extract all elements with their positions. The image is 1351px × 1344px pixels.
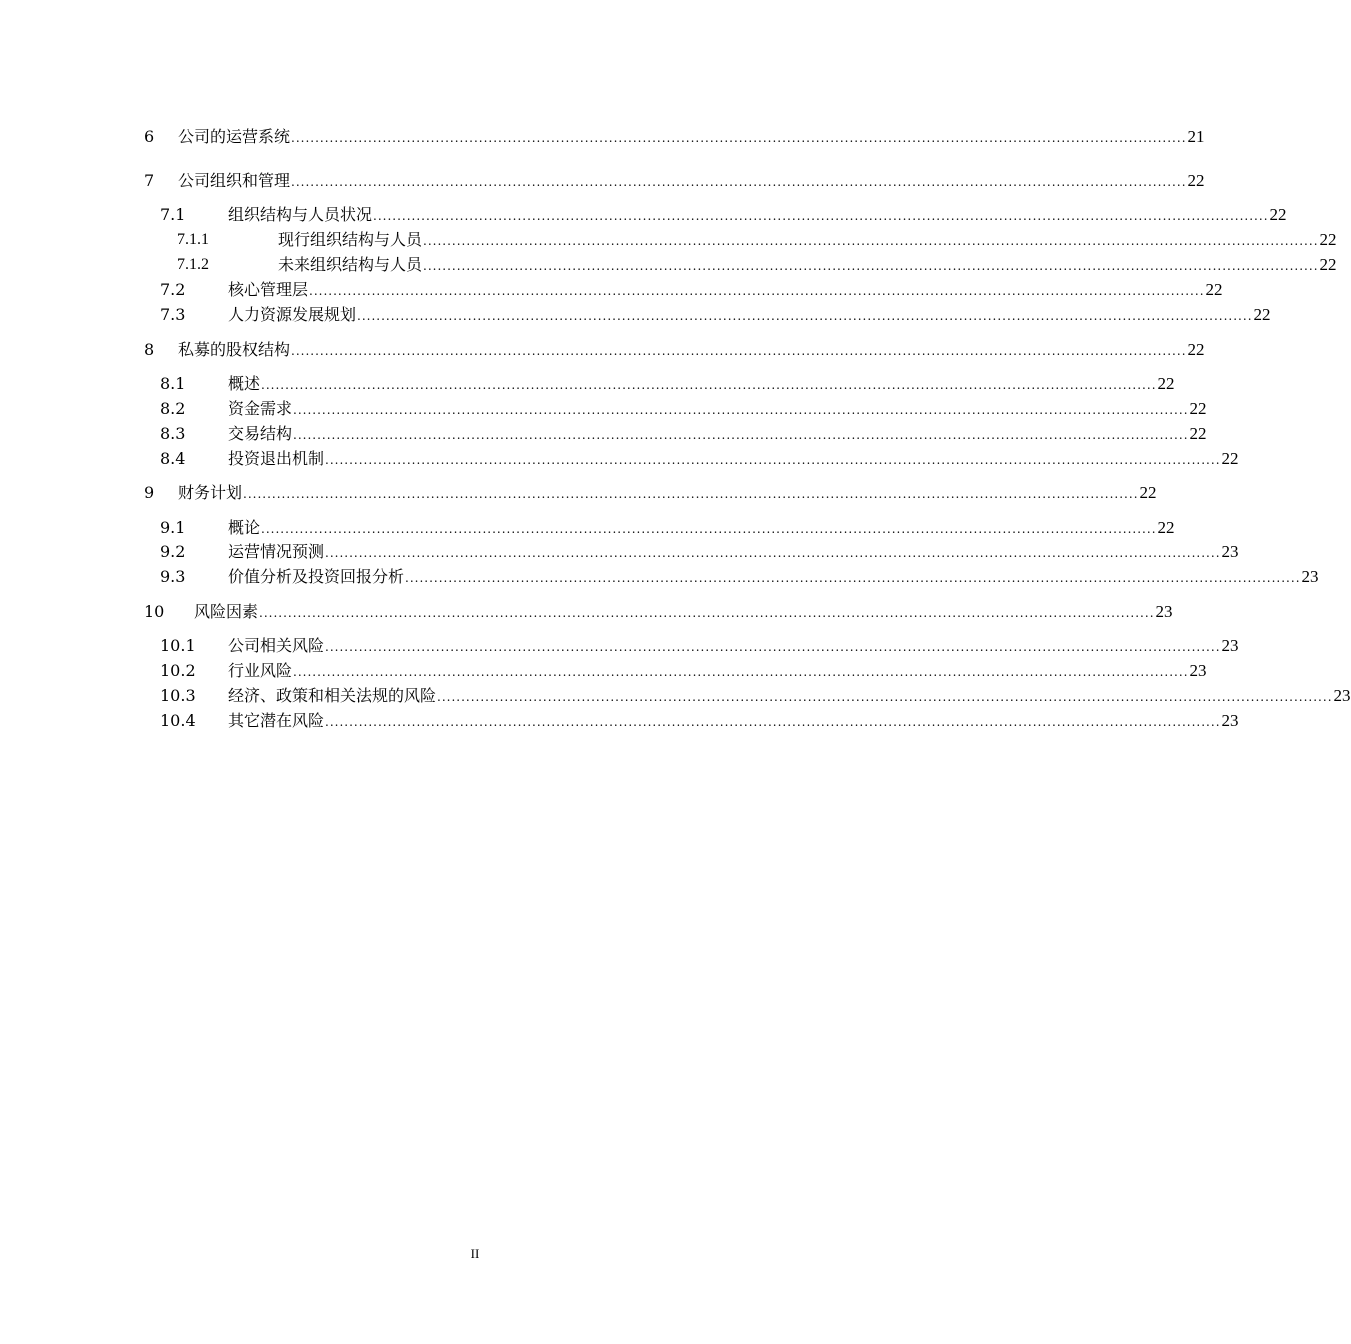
toc-leader: .......................................................................................................................................................................................... <box>261 378 1157 392</box>
toc-page-number: 23 <box>1301 567 1319 586</box>
toc-leader: .......................................................................................................................................................................................... <box>291 344 1187 358</box>
toc-number: 7.3 <box>160 305 186 324</box>
toc-leader: .......................................................................................................................................................................................... <box>405 571 1301 585</box>
toc-entry-8-1[interactable] <box>0 372 1175 396</box>
toc-entry-7-1-1[interactable] <box>0 228 1337 252</box>
toc-entry-7-3[interactable] <box>0 303 1271 327</box>
toc-number: 10.4 <box>160 711 196 730</box>
toc-number: 8.4 <box>160 449 186 468</box>
toc-title: 概论 <box>228 518 261 537</box>
toc-number: 6 <box>144 127 155 146</box>
toc-page-number: 22 <box>1187 340 1205 359</box>
toc-leader: .......................................................................................................................................................................................... <box>243 487 1139 501</box>
toc-page-number: 23 <box>1155 602 1173 621</box>
toc-leader: .......................................................................................................................................................................................... <box>325 640 1221 654</box>
toc-number: 7.2 <box>160 280 186 299</box>
toc-title: 现行组织结构与人员 <box>278 230 423 249</box>
toc-leader: .......................................................................................................................................................................................... <box>423 234 1319 248</box>
toc-title: 未来组织结构与人员 <box>278 255 423 274</box>
toc-title: 公司的运营系统 <box>178 127 291 146</box>
toc-page-number: 22 <box>1189 424 1207 443</box>
toc-entry-10-4[interactable] <box>0 709 1239 733</box>
toc-number: 10.2 <box>160 661 196 680</box>
toc-entry-8-4[interactable] <box>0 447 1239 471</box>
toc-number: 10.1 <box>160 636 196 655</box>
toc-page-number: 22 <box>1189 399 1207 418</box>
toc-entry-8[interactable] <box>0 338 1205 362</box>
toc-leader: .......................................................................................................................................................................................... <box>437 690 1333 704</box>
toc-entry-9-3[interactable] <box>0 565 1319 589</box>
toc-page-number: 22 <box>1221 449 1239 468</box>
toc-page-number: 23 <box>1189 661 1207 680</box>
toc-number: 8.3 <box>160 424 186 443</box>
toc-title: 公司组织和管理 <box>178 171 291 190</box>
toc-number: 10.3 <box>160 686 196 705</box>
toc-entry-7-1[interactable] <box>0 203 1287 227</box>
toc-title: 投资退出机制 <box>228 449 325 468</box>
toc-number: 8 <box>144 340 155 359</box>
toc-page-number: 22 <box>1253 305 1271 324</box>
toc-title: 风险因素 <box>194 602 259 621</box>
toc-leader: .......................................................................................................................................................................................... <box>325 546 1221 560</box>
toc-entry-9-2[interactable] <box>0 540 1239 564</box>
toc-number: 9.2 <box>160 542 186 561</box>
toc-page-number: 23 <box>1221 542 1239 561</box>
toc-title: 资金需求 <box>228 399 293 418</box>
toc-number: 10 <box>144 602 165 621</box>
toc-number: 8.1 <box>160 374 186 393</box>
toc-page-number: 22 <box>1319 255 1337 274</box>
toc-leader: .......................................................................................................................................................................................... <box>293 665 1189 679</box>
toc-leader: .......................................................................................................................................................................................... <box>259 606 1155 620</box>
toc-page-number: 23 <box>1221 636 1239 655</box>
toc-page-number: 22 <box>1187 171 1205 190</box>
toc-leader: .......................................................................................................................................................................................... <box>373 209 1269 223</box>
toc-number: 7.1.2 <box>177 256 209 273</box>
toc-entry-8-2[interactable] <box>0 397 1207 421</box>
toc-leader: .......................................................................................................................................................................................... <box>325 715 1221 729</box>
toc-entry-7-1-2[interactable] <box>0 253 1337 277</box>
toc-entry-10-3[interactable] <box>0 684 1351 708</box>
toc-number: 7 <box>144 171 155 190</box>
toc-number: 9 <box>144 483 155 502</box>
toc-leader: .......................................................................................................................................................................................... <box>293 428 1189 442</box>
toc-page-number: 22 <box>1157 374 1175 393</box>
toc-leader: .......................................................................................................................................................................................... <box>291 175 1187 189</box>
toc-entry-6[interactable] <box>0 125 1205 149</box>
toc-leader: .......................................................................................................................................................................................... <box>293 403 1189 417</box>
toc-title: 价值分析及投资回报分析 <box>228 567 405 586</box>
toc-leader: .......................................................................................................................................................................................... <box>261 522 1157 536</box>
toc-entry-9-1[interactable] <box>0 516 1175 540</box>
toc-title: 公司相关风险 <box>228 636 325 655</box>
toc-page-number: 22 <box>1205 280 1223 299</box>
toc-number: 9.3 <box>160 567 186 586</box>
toc-title: 组织结构与人员状况 <box>228 205 373 224</box>
toc-number: 8.2 <box>160 399 186 418</box>
toc-title: 其它潜在风险 <box>228 711 325 730</box>
toc-number: 9.1 <box>160 518 186 537</box>
toc-entry-7-2[interactable] <box>0 278 1223 302</box>
toc-entry-7[interactable] <box>0 169 1205 193</box>
toc-title: 人力资源发展规划 <box>228 305 357 324</box>
toc-page-number: 21 <box>1187 127 1205 146</box>
toc-entry-8-3[interactable] <box>0 422 1207 446</box>
toc-leader: .......................................................................................................................................................................................... <box>423 259 1319 273</box>
toc-leader: .......................................................................................................................................................................................... <box>357 309 1253 323</box>
toc-title: 概述 <box>228 374 261 393</box>
toc-entry-9[interactable] <box>0 481 1157 505</box>
toc-leader: .......................................................................................................................................................................................... <box>325 453 1221 467</box>
toc-title: 核心管理层 <box>228 280 309 299</box>
toc-title: 经济、政策和相关法规的风险 <box>228 686 437 705</box>
toc-title: 财务计划 <box>178 483 243 502</box>
toc-leader: .......................................................................................................................................................................................... <box>291 131 1187 145</box>
toc-page-number: 22 <box>1269 205 1287 224</box>
footer-page-number: II <box>470 1246 480 1261</box>
toc-page-number: 22 <box>1319 230 1337 249</box>
toc-entry-10-1[interactable] <box>0 634 1239 658</box>
toc-number: 7.1.1 <box>177 231 209 248</box>
toc-page-number: 22 <box>1157 518 1175 537</box>
toc-title: 行业风险 <box>228 661 293 680</box>
toc-page-number: 23 <box>1221 711 1239 730</box>
toc-title: 交易结构 <box>228 424 293 443</box>
toc-entry-10[interactable] <box>0 600 1173 624</box>
toc-number: 7.1 <box>160 205 186 224</box>
toc-page-number: 23 <box>1333 686 1351 705</box>
toc-entry-10-2[interactable] <box>0 659 1207 683</box>
toc-leader: .......................................................................................................................................................................................... <box>309 284 1205 298</box>
toc-page-number: 22 <box>1139 483 1157 502</box>
toc-title: 运营情况预测 <box>228 542 325 561</box>
toc-title: 私募的股权结构 <box>178 340 291 359</box>
